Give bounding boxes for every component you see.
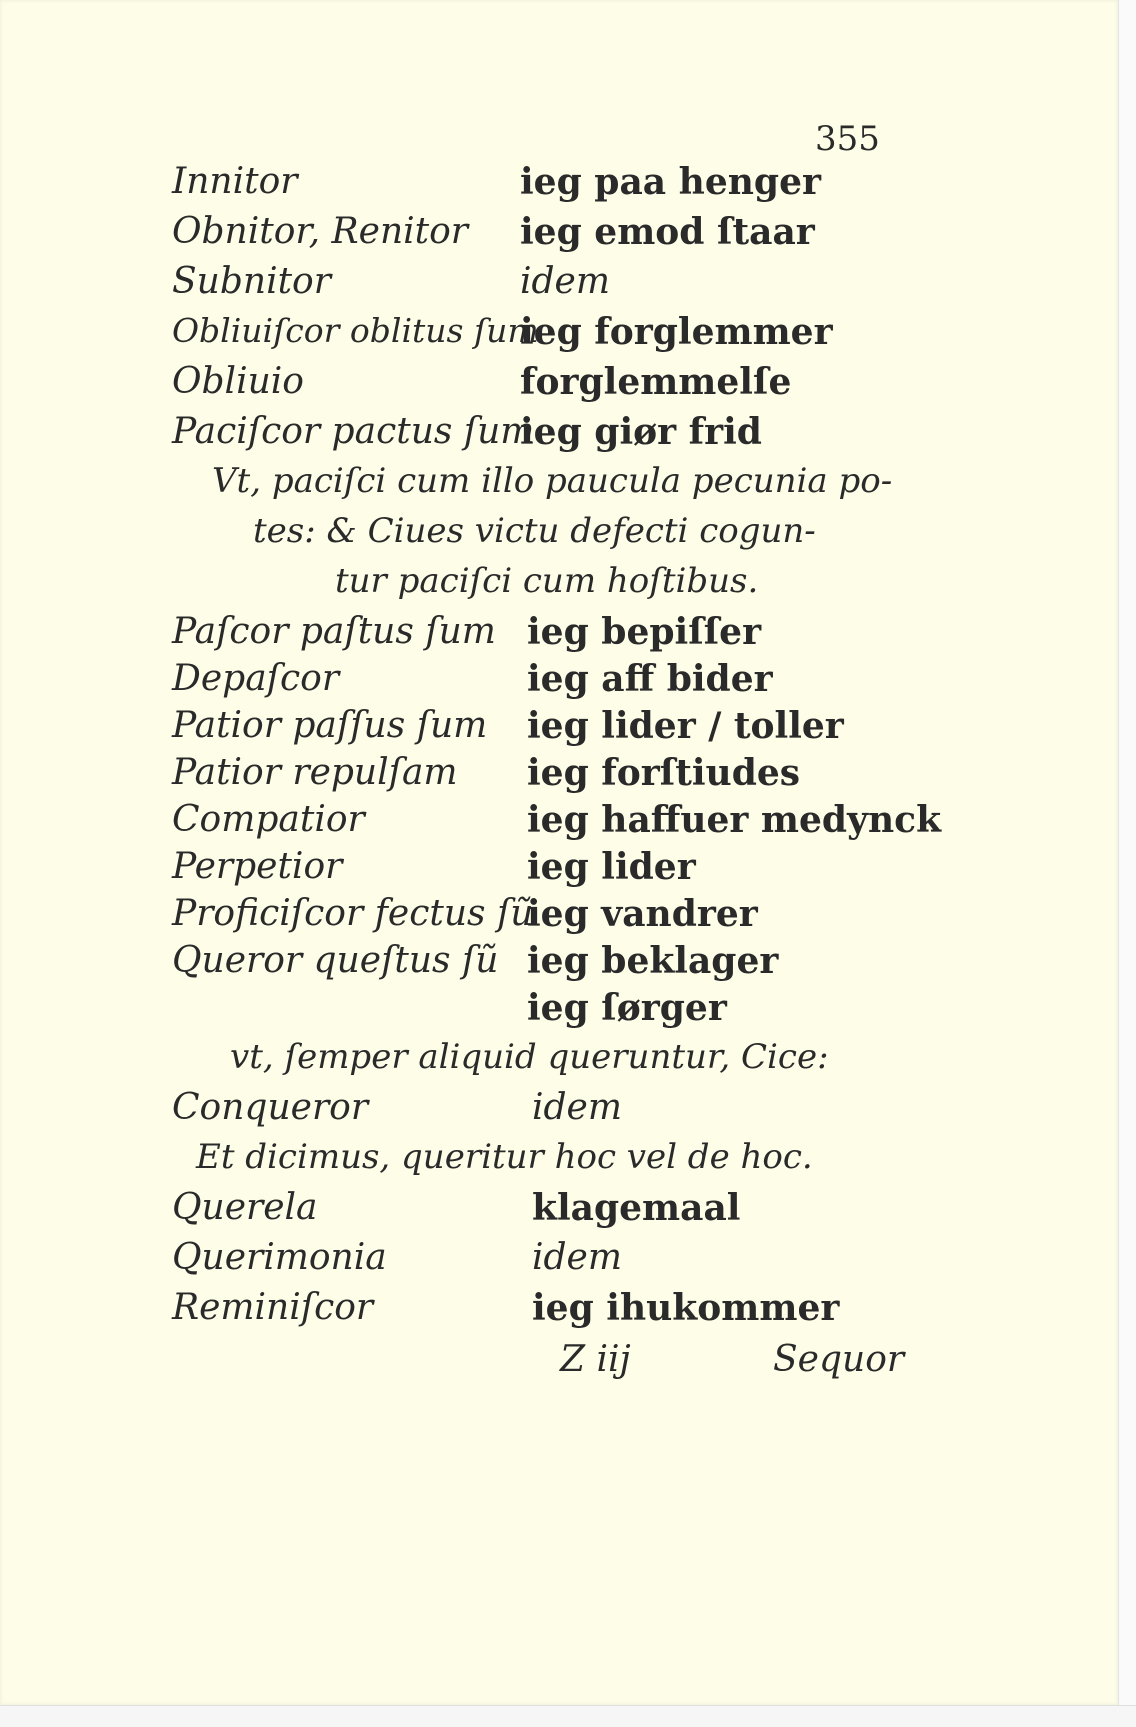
dictionary-entry [0,261,1118,314]
danish-gloss: ieg emod ſtaar [520,211,815,253]
latin-term: Paſcor paſtus ſum [172,611,496,652]
example-line: tur paciſci cum hoſtibus. [335,561,759,601]
example-line: tes: & Ciues victu defecti cogun- [253,511,816,551]
dictionary-entry [0,799,1118,852]
dictionary-entry [0,705,1118,758]
catchword: Sequor [773,1339,905,1380]
dictionary-entry [0,161,1118,214]
danish-gloss: ieg beklager [527,940,779,982]
latin-term: Patior paſſus ſum [172,705,488,746]
dictionary-entry [0,752,1118,805]
latin-term: Compatior [172,799,365,840]
dictionary-entry [0,940,1118,993]
scan-edge-bottom [0,1705,1136,1727]
example-line: vt, ſemper aliquid queruntur, Cice: [230,1037,829,1077]
danish-gloss: ieg bepiſſer [527,611,762,653]
danish-gloss: ieg forſtiudes [527,752,801,794]
signature-mark: Z iij [560,1339,631,1380]
scan-edge-right [1118,0,1136,1705]
example-line: Et dicimus, queritur hoc vel de hoc. [196,1137,813,1177]
latin-term: Paciſcor pactus ſum [172,411,535,452]
dictionary-entry [0,1287,1118,1340]
danish-gloss: ieg giør frid [520,411,762,453]
danish-gloss: ieg forglemmer [520,311,833,353]
dictionary-entry [0,611,1118,664]
latin-term: Queror queſtus ſũ [172,940,499,981]
latin-term: Depaſcor [172,658,340,699]
danish-gloss: idem [532,1087,622,1128]
latin-term: Subnitor [172,261,331,302]
latin-term: Proficiſcor fectus ſũ [172,893,534,934]
latin-term: Querela [172,1187,318,1228]
danish-gloss: ieg lider / toller [527,705,844,747]
danish-gloss: forglemmelſe [520,361,792,403]
dictionary-entry [0,311,1118,364]
dictionary-entry [0,411,1118,464]
latin-term: Innitor [172,161,298,202]
danish-gloss: klagemaal [532,1187,741,1229]
dictionary-entry [0,211,1118,264]
latin-term: Obliuio [172,361,304,402]
latin-term: Querimonia [172,1237,387,1278]
danish-gloss: ieg ihukommer [532,1287,840,1329]
dictionary-entry [0,1087,1118,1140]
danish-gloss: idem [532,1237,622,1278]
latin-term: Perpetior [172,846,343,887]
latin-term: Obliuiſcor oblitus ſum [172,311,539,350]
latin-term: Patior repulſam [172,752,458,793]
latin-term: Obnitor, Renitor [172,211,468,252]
danish-gloss: ieg haffuer medynck [527,799,942,841]
danish-gloss: ieg lider [527,846,696,888]
page-number: 355 [815,119,880,159]
dictionary-entry [0,361,1118,414]
dictionary-entry [0,846,1118,899]
dictionary-entry [0,987,1118,1040]
danish-gloss: idem [520,261,610,302]
example-line: Vt, paciſci cum illo paucula pecunia po- [212,461,893,501]
danish-gloss: ieg paa henger [520,161,821,203]
danish-gloss: ieg vandrer [527,893,758,935]
danish-gloss: ieg ſørger [527,987,727,1029]
dictionary-entry [0,1187,1118,1240]
danish-gloss: ieg aff bider [527,658,773,700]
dictionary-entry [0,893,1118,946]
latin-term: Reminiſcor [172,1287,374,1328]
dictionary-entry [0,1237,1118,1290]
dictionary-entry [0,658,1118,711]
latin-term: Conqueror [172,1087,369,1128]
